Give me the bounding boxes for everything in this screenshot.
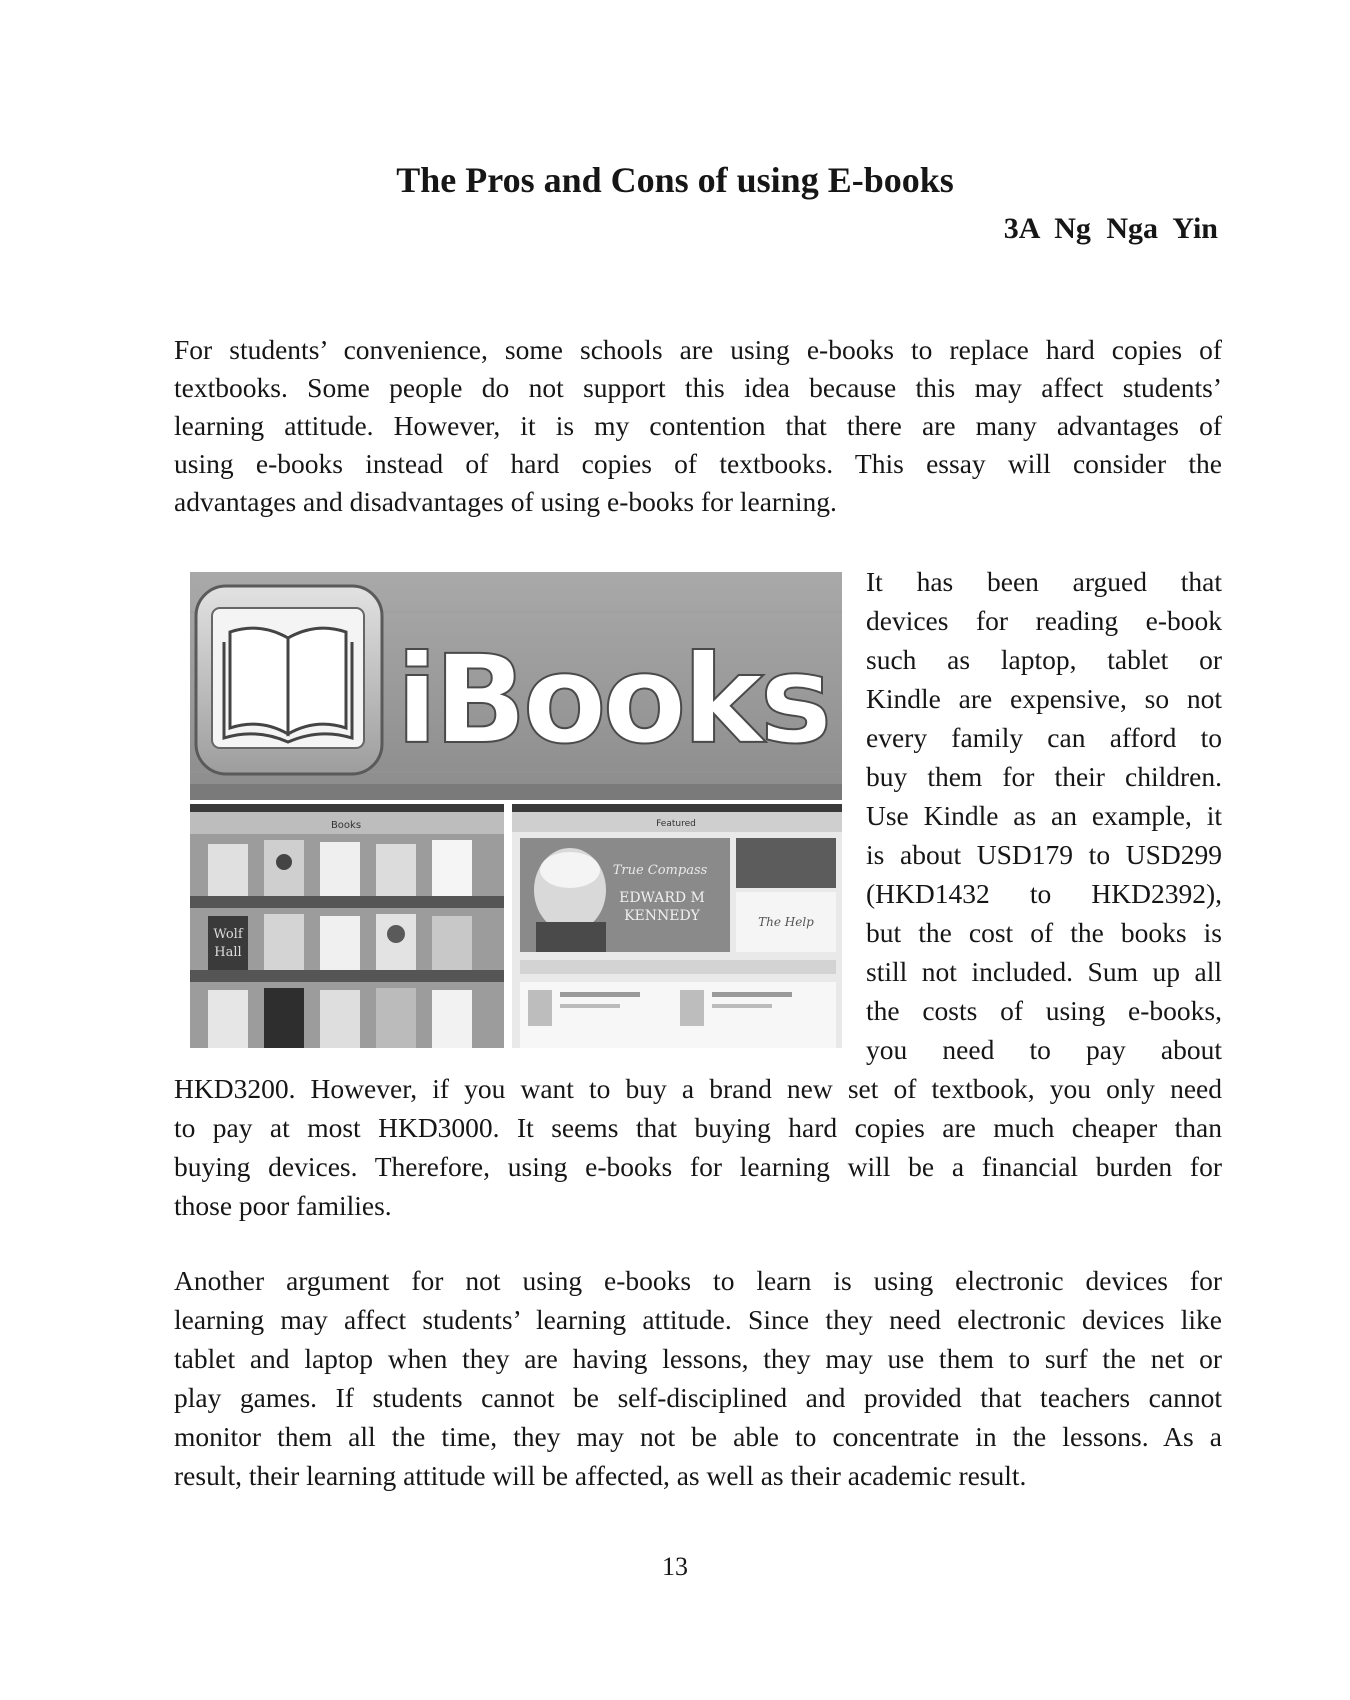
- text-line: devices for reading e-book: [866, 605, 1222, 636]
- text-line: monitor them all the time, they may not be able to concentrate in the lessons. As a: [174, 1421, 1222, 1452]
- author-name: 3A Ng Nga Yin: [1003, 212, 1218, 245]
- page-number: 13: [662, 1552, 688, 1581]
- ibooks-wordmark: iBooks: [396, 629, 829, 771]
- text-line: you need to pay about: [866, 1034, 1222, 1065]
- svg-text:Wolf: Wolf: [213, 927, 243, 942]
- page-title: The Pros and Cons of using E-books: [396, 160, 954, 200]
- featured-screen: [512, 804, 842, 1048]
- text-line: still not included. Sum up all: [866, 956, 1222, 987]
- svg-text:KENNEDY: KENNEDY: [624, 908, 700, 924]
- bookshelf-screen: [190, 804, 504, 1048]
- text-line: tablet and laptop when they are having lessons, they may use them to surf the net or: [174, 1343, 1222, 1374]
- svg-text:True Compass: True Compass: [612, 863, 708, 878]
- text-line: learning attitude. However, it is my contention that there are many advantages of: [174, 410, 1222, 441]
- text-line: using e-books instead of hard copies of textbooks. This essay will consider the: [174, 448, 1222, 479]
- text-line: Use Kindle as an example, it: [866, 800, 1222, 831]
- svg-text:Featured: Featured: [656, 819, 696, 829]
- text-line: buying devices. Therefore, using e-books for learning will be a financial burden for: [174, 1151, 1222, 1182]
- text-line: Another argument for not using e-books to learn is using electronic devices for: [174, 1265, 1222, 1296]
- text-line: play games. If students cannot be self-disciplined and provided that teachers cannot: [174, 1382, 1222, 1413]
- text-line: (HKD1432 to HKD2392),: [866, 878, 1222, 909]
- book-icon: [196, 586, 382, 774]
- text-line: learning may affect students’ learning attitude. Since they need electronic devices like: [174, 1304, 1222, 1335]
- text-line: buy them for their children.: [866, 761, 1222, 792]
- text-line: the costs of using e-books,: [866, 995, 1222, 1026]
- text-line: every family can afford to: [866, 722, 1222, 753]
- text-line: textbooks. Some people do not support this idea because this may affect students’: [174, 372, 1222, 403]
- text-line: result, their learning attitude will be affected, as well as their academic result.: [174, 1460, 1027, 1491]
- text-line: It has been argued that: [866, 566, 1222, 597]
- svg-text:Hall: Hall: [214, 945, 242, 960]
- svg-text:The Help: The Help: [758, 915, 814, 929]
- text-line: such as laptop, tablet or: [866, 644, 1222, 675]
- ibooks-figure: [190, 572, 842, 1048]
- text-line: but the cost of the books is: [866, 917, 1222, 948]
- text-line: Kindle are expensive, so not: [866, 683, 1222, 714]
- text-line: to pay at most HKD3000. It seems that buying hard copies are much cheaper than: [174, 1112, 1222, 1143]
- text-line: advantages and disadvantages of using e-books for learning.: [174, 486, 837, 517]
- svg-text:Books: Books: [330, 820, 362, 831]
- svg-text:EDWARD M: EDWARD M: [619, 890, 705, 906]
- text-line: those poor families.: [174, 1190, 392, 1221]
- text-line: HKD3200. However, if you want to buy a brand new set of textbook, you only need: [174, 1073, 1222, 1104]
- text-line: For students’ convenience, some schools are using e-books to replace hard copies of: [174, 334, 1222, 365]
- text-line: is about USD179 to USD299: [866, 839, 1222, 870]
